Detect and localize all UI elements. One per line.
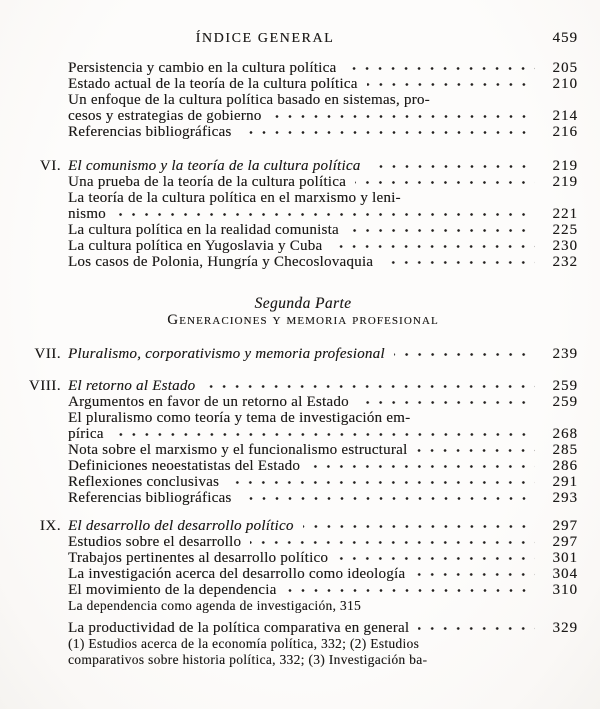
dot-leader (382, 261, 535, 264)
toc-entry-line (28, 378, 578, 394)
entry-page-number: 230 (552, 238, 578, 254)
entry-page-number: 214 (552, 108, 578, 124)
toc-entry-line (28, 458, 578, 474)
toc-entry-line (28, 490, 578, 506)
entry-text: Un enfoque de la cultura política basado en sistemas, pro- (68, 92, 430, 108)
toc-entry-line (28, 124, 578, 140)
dot-leader (394, 353, 535, 356)
entry-page-number: 310 (552, 582, 578, 598)
entry-page-number: 291 (552, 474, 578, 490)
dot-leader (416, 449, 535, 452)
entry-page-number: 293 (552, 490, 578, 506)
toc-entry-line (28, 550, 578, 566)
dot-leader (113, 433, 535, 436)
entry-text: cesos y estrategias de gobierno (68, 108, 262, 124)
entry-text: Estudios sobre el desarrollo (68, 534, 242, 550)
entry-roman-numeral: VI. (39, 158, 61, 174)
entry-roman-numeral: IX. (39, 518, 61, 534)
entry-text: El pluralismo como teoría y tema de investigación em- (68, 410, 411, 426)
entry-text: Pluralismo, corporativismo y memoria profesional (68, 346, 385, 362)
entry-page-number: 225 (552, 222, 578, 238)
entry-text: Nota sobre el marxismo y el funcionalismo estructural (68, 442, 408, 458)
vertical-spacer (28, 506, 578, 518)
entry-page-number: 301 (552, 550, 578, 566)
entry-page-number: 219 (552, 158, 578, 174)
entry-page-number: 216 (552, 124, 578, 140)
toc-entry-line (28, 60, 578, 76)
toc-note-line (28, 598, 578, 614)
entry-page-number: 268 (552, 426, 578, 442)
entry-text: La dependencia como agenda de investigación, 315 (68, 598, 362, 613)
entry-text: El movimiento de la dependencia (68, 582, 277, 598)
entry-text: La productividad de la política comparativa en general (68, 620, 410, 636)
dot-leader (345, 67, 535, 70)
dot-leader (250, 541, 535, 544)
dot-leader (241, 131, 535, 134)
entry-text: La teoría de la cultura política en el marxismo y leni- (68, 190, 401, 206)
toc-entry-line (28, 518, 578, 534)
toc-entry-line (28, 174, 578, 190)
toc-note-line (28, 636, 578, 652)
dot-leader (331, 245, 535, 248)
entry-page-number: 210 (552, 76, 578, 92)
entry-text: Definiciones neoestatistas del Estado (68, 458, 301, 474)
entry-text: Reflexiones conclusivas (68, 474, 220, 490)
toc-entry-line (28, 426, 578, 442)
header-page-number: 459 (552, 30, 578, 46)
entry-text: El desarrollo del desarrollo político (68, 518, 294, 534)
entry-page-number: 259 (552, 394, 578, 410)
toc-entry-line (28, 346, 578, 362)
entry-page-number: 329 (552, 620, 578, 636)
vertical-spacer (28, 362, 578, 378)
dot-leader (418, 627, 535, 630)
toc-entry-line (28, 442, 578, 458)
entry-page-number: 205 (552, 60, 578, 76)
entry-roman-numeral: VIII. (28, 378, 61, 394)
entry-text: La cultura política en Yugoslavia y Cuba (68, 238, 323, 254)
page-header (28, 30, 578, 46)
entry-text: (1) Estudios acerca de la economía política, 332; (2) Estudios (68, 636, 420, 651)
toc-entry-line (28, 206, 578, 222)
entry-text: Una prueba de la teoría de la cultura política (68, 174, 347, 190)
entry-page-number: 297 (552, 518, 578, 534)
toc-entry-line (28, 582, 578, 598)
dot-leader (367, 83, 535, 86)
toc-entry-line (28, 222, 578, 238)
entry-page-number: 232 (552, 254, 578, 270)
dot-leader (204, 385, 535, 388)
toc-entry-line (28, 190, 578, 206)
entry-text: nismo (68, 206, 106, 222)
dot-leader (271, 115, 535, 118)
toc-list (28, 60, 578, 668)
entry-text: Los casos de Polonia, Hungría y Checoslovaquia (68, 254, 374, 270)
dot-leader (286, 589, 535, 592)
toc-entry-line (28, 158, 578, 174)
vertical-spacer (28, 140, 578, 158)
part-subtitle: Generaciones y memoria profesional (167, 312, 439, 328)
toc-entry-line (28, 620, 578, 636)
dot-leader (414, 573, 535, 576)
page-title: ÍNDICE GENERAL (195, 31, 335, 46)
toc-entry-line (28, 254, 578, 270)
entry-page-number: 221 (552, 206, 578, 222)
entry-text: Persistencia y cambio en la cultura política (68, 60, 337, 76)
dot-leader (370, 165, 535, 168)
entry-text: pírica (68, 426, 104, 442)
dot-leader (241, 497, 535, 500)
dot-leader (348, 229, 535, 232)
entry-page-number: 304 (552, 566, 578, 582)
toc-note-line (28, 652, 578, 668)
toc-entry-line (28, 474, 578, 490)
toc-entry-line (28, 534, 578, 550)
toc-entry-line (28, 238, 578, 254)
part-title: Segunda Parte (254, 295, 352, 312)
dot-leader (228, 481, 535, 484)
dot-leader (303, 525, 535, 528)
entry-text: El retorno al Estado (68, 378, 196, 394)
entry-page-number: 239 (552, 346, 578, 362)
entry-text: Referencias bibliográficas (68, 490, 232, 506)
entry-text: Referencias bibliográficas (68, 124, 232, 140)
entry-page-number: 286 (552, 458, 578, 474)
toc-entry-line (28, 410, 578, 426)
toc-entry-line (28, 92, 578, 108)
dot-leader (337, 557, 535, 560)
dot-leader (309, 465, 535, 468)
entry-text: Trabajos pertinentes al desarrollo político (68, 550, 329, 566)
entry-page-number: 285 (552, 442, 578, 458)
entry-text: Argumentos en favor de un retorno al Estado (68, 394, 349, 410)
entry-page-number: 259 (552, 378, 578, 394)
entry-page-number: 297 (552, 534, 578, 550)
vertical-spacer (28, 328, 578, 346)
entry-page-number: 219 (552, 174, 578, 190)
entry-text: comparativos sobre historia política, 332; (3) Investigación ba- (68, 652, 428, 667)
toc-entry-line (28, 108, 578, 124)
entry-text: El comunismo y la teoría de la cultura política (68, 158, 361, 174)
dot-leader (355, 181, 535, 184)
vertical-spacer (28, 270, 578, 296)
entry-roman-numeral: VII. (34, 346, 61, 362)
entry-text: La investigación acerca del desarrollo como ideología (68, 566, 406, 582)
dot-leader (115, 213, 535, 216)
entry-text: La cultura política en la realidad comunista (68, 222, 339, 238)
toc-entry-line (28, 566, 578, 582)
entry-text: Estado actual de la teoría de la cultura política (68, 76, 358, 92)
dot-leader (358, 401, 535, 404)
toc-entry-line (28, 394, 578, 410)
toc-entry-line (28, 76, 578, 92)
